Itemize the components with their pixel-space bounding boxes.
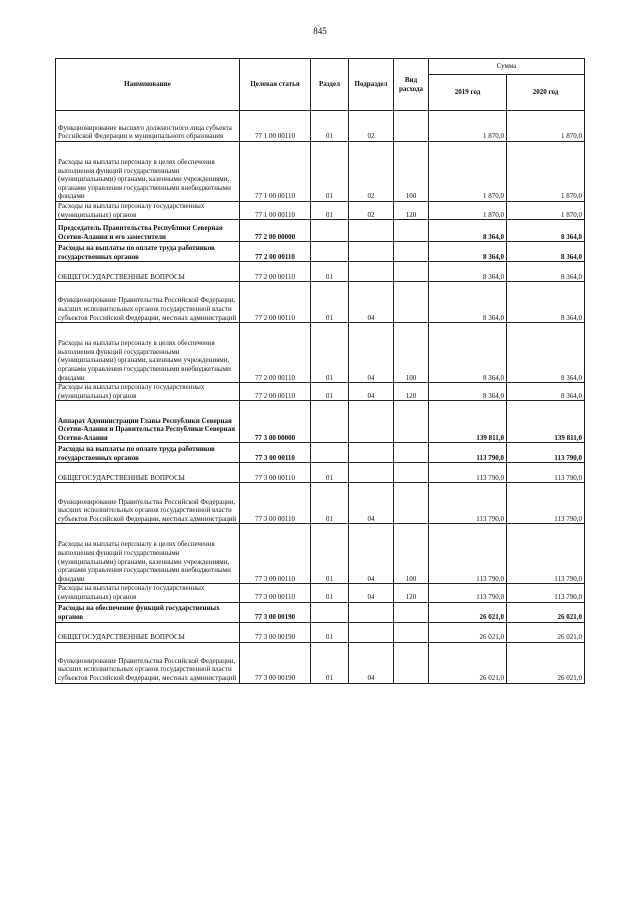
- table-row: [56, 262, 585, 282]
- row-name: Функционирование Правительства Российской Федерации, высших исполнительных органов государственной власти субъектов Российской Федерации, местных администраций: [56, 642, 240, 683]
- row-name: Расходы на выплаты персоналу государственных (муниципальных) органов: [56, 383, 240, 401]
- table-row: [56, 401, 585, 443]
- row-amount-2020: 8 364,0: [507, 220, 585, 242]
- row-article: 77 3 00 00110: [240, 443, 311, 463]
- row-section: 01: [311, 524, 349, 584]
- row-amount-2019: 113 790,0: [429, 483, 507, 524]
- row-amount-2020: 113 790,0: [507, 463, 585, 483]
- row-amount-2020: 8 364,0: [507, 383, 585, 401]
- row-amount-2020: 8 364,0: [507, 262, 585, 282]
- row-name: Расходы на обеспечение функций государственных органов: [56, 602, 240, 622]
- row-name: ОБЩЕГОСУДАРСТВЕННЫЕ ВОПРОСЫ: [56, 463, 240, 483]
- row-subsection: 04: [349, 524, 394, 584]
- row-name: Расходы на выплаты по оплате труда работников государственных органов: [56, 443, 240, 463]
- row-article: 77 3 00 00000: [240, 401, 311, 443]
- row-amount-2019: 113 790,0: [429, 463, 507, 483]
- row-amount-2020: 26 021,0: [507, 602, 585, 622]
- table-row: [56, 323, 585, 383]
- budget-table: [55, 58, 585, 684]
- table-row: [56, 483, 585, 524]
- row-expense-type: [394, 483, 429, 524]
- row-expense-type: 100: [394, 323, 429, 383]
- row-subsection: [349, 443, 394, 463]
- row-subsection: [349, 242, 394, 262]
- row-subsection: 04: [349, 323, 394, 383]
- row-name: Функционирование высшего должностного лица субъекта Российской Федерации и муниципального образования: [56, 111, 240, 142]
- row-amount-2019: 113 790,0: [429, 584, 507, 602]
- row-section: [311, 443, 349, 463]
- row-expense-type: [394, 622, 429, 642]
- row-amount-2019: 8 364,0: [429, 220, 507, 242]
- row-expense-type: [394, 111, 429, 142]
- header-article: Целевая статья: [240, 59, 311, 111]
- table-row: [56, 111, 585, 142]
- row-name: Расходы на выплаты персоналу в целях обеспечения выполнения функций государственными (муниципальными) органами, казенными учреждениями, органами управления государственными внебюджетными фондами: [56, 524, 240, 584]
- row-expense-type: 100: [394, 524, 429, 584]
- row-expense-type: 120: [394, 202, 429, 220]
- row-amount-2020: 113 790,0: [507, 524, 585, 584]
- row-name: Расходы на выплаты персоналу в целях обеспечения выполнения функций государственными (муниципальными) органами, казенными учреждениями, органами управления государственными внебюджетными фондами: [56, 142, 240, 202]
- row-subsection: 04: [349, 483, 394, 524]
- row-amount-2019: 8 364,0: [429, 323, 507, 383]
- row-subsection: 04: [349, 383, 394, 401]
- row-amount-2019: 26 021,0: [429, 602, 507, 622]
- table-row: [56, 220, 585, 242]
- row-subsection: [349, 602, 394, 622]
- row-amount-2019: 113 790,0: [429, 524, 507, 584]
- row-name: Функционирование Правительства Российской Федерации, высших исполнительных органов государственной власти субъектов Российской Федерации, местных администраций: [56, 483, 240, 524]
- table-row: [56, 602, 585, 622]
- row-amount-2020: 113 790,0: [507, 443, 585, 463]
- row-expense-type: [394, 401, 429, 443]
- header-2019: 2019 год: [429, 75, 507, 111]
- row-name: Расходы на выплаты персоналу государственных (муниципальных) органов: [56, 584, 240, 602]
- row-name: Аппарат Администрации Главы Республики Северная Осетия-Алания и Правительства Республики Северная Осетия-Алания: [56, 401, 240, 443]
- header-name: Наименование: [56, 59, 240, 111]
- row-expense-type: 120: [394, 383, 429, 401]
- row-expense-type: [394, 642, 429, 683]
- row-name: Расходы на выплаты по оплате труда работников государственных органов: [56, 242, 240, 262]
- row-amount-2019: 8 364,0: [429, 282, 507, 323]
- header-section: Раздел: [311, 59, 349, 111]
- table-row: [56, 282, 585, 323]
- row-amount-2020: 8 364,0: [507, 323, 585, 383]
- row-section: 01: [311, 463, 349, 483]
- row-amount-2019: 139 811,0: [429, 401, 507, 443]
- row-subsection: [349, 401, 394, 443]
- row-article: 77 2 00 00110: [240, 383, 311, 401]
- row-subsection: 04: [349, 282, 394, 323]
- row-amount-2019: 1 870,0: [429, 202, 507, 220]
- table-row: [56, 584, 585, 602]
- row-section: 01: [311, 622, 349, 642]
- row-amount-2020: 113 790,0: [507, 584, 585, 602]
- row-section: [311, 242, 349, 262]
- table-row: [56, 463, 585, 483]
- row-amount-2019: 26 021,0: [429, 622, 507, 642]
- header-expense-type: Вид расхода: [394, 59, 429, 111]
- row-section: 01: [311, 584, 349, 602]
- row-section: 01: [311, 202, 349, 220]
- row-article: 77 2 00 00000: [240, 220, 311, 242]
- row-section: 01: [311, 282, 349, 323]
- row-section: 01: [311, 142, 349, 202]
- row-subsection: 02: [349, 142, 394, 202]
- header-2020: 2020 год: [507, 75, 585, 111]
- row-name: Расходы на выплаты персоналу в целях обеспечения выполнения функций государственными (муниципальными) органами, казенными учреждениями, органами управления государственными внебюджетными фондами: [56, 323, 240, 383]
- table-row: [56, 142, 585, 202]
- row-expense-type: [394, 443, 429, 463]
- row-section: [311, 602, 349, 622]
- row-amount-2019: 1 870,0: [429, 142, 507, 202]
- row-article: 77 3 00 00110: [240, 584, 311, 602]
- row-amount-2020: 26 021,0: [507, 622, 585, 642]
- row-amount-2020: 8 364,0: [507, 282, 585, 323]
- row-amount-2020: 1 870,0: [507, 111, 585, 142]
- row-article: 77 3 00 00110: [240, 524, 311, 584]
- row-amount-2020: 8 364,0: [507, 242, 585, 262]
- row-name: ОБЩЕГОСУДАРСТВЕННЫЕ ВОПРОСЫ: [56, 262, 240, 282]
- row-article: 77 3 00 00110: [240, 483, 311, 524]
- row-section: 01: [311, 483, 349, 524]
- row-expense-type: [394, 602, 429, 622]
- row-name: Функционирование Правительства Российской Федерации, высших исполнительных органов государственной власти субъектов Российской Федерации, местных администраций: [56, 282, 240, 323]
- row-section: 01: [311, 111, 349, 142]
- row-article: 77 3 00 00110: [240, 463, 311, 483]
- row-section: [311, 401, 349, 443]
- table-row: [56, 443, 585, 463]
- table-body: [56, 111, 585, 684]
- row-expense-type: [394, 220, 429, 242]
- row-expense-type: [394, 262, 429, 282]
- row-section: 01: [311, 383, 349, 401]
- table-row: [56, 242, 585, 262]
- row-article: 77 1 00 00110: [240, 111, 311, 142]
- row-article: 77 2 00 00110: [240, 282, 311, 323]
- row-amount-2020: 1 870,0: [507, 142, 585, 202]
- row-amount-2019: 1 870,0: [429, 111, 507, 142]
- row-expense-type: 100: [394, 142, 429, 202]
- row-subsection: [349, 622, 394, 642]
- table-row: [56, 524, 585, 584]
- row-article: 77 3 00 00190: [240, 642, 311, 683]
- row-section: [311, 220, 349, 242]
- row-subsection: [349, 220, 394, 242]
- row-name: Расходы на выплаты персоналу государственных (муниципальных) органов: [56, 202, 240, 220]
- row-subsection: 04: [349, 642, 394, 683]
- row-amount-2020: 26 021,0: [507, 642, 585, 683]
- row-amount-2019: 26 021,0: [429, 642, 507, 683]
- row-name: Председатель Правительства Республики Северная Осетия-Алания и его заместители: [56, 220, 240, 242]
- table-row: [56, 622, 585, 642]
- row-section: 01: [311, 642, 349, 683]
- row-amount-2020: 139 811,0: [507, 401, 585, 443]
- row-name: ОБЩЕГОСУДАРСТВЕННЫЕ ВОПРОСЫ: [56, 622, 240, 642]
- row-article: 77 3 00 00190: [240, 622, 311, 642]
- header-subsection: Подраздел: [349, 59, 394, 111]
- row-section: 01: [311, 323, 349, 383]
- row-amount-2019: 8 364,0: [429, 383, 507, 401]
- row-article: 77 2 00 00110: [240, 262, 311, 282]
- row-amount-2020: 1 870,0: [507, 202, 585, 220]
- table-row: [56, 642, 585, 683]
- row-expense-type: 120: [394, 584, 429, 602]
- row-article: 77 2 00 00110: [240, 323, 311, 383]
- page-number: 845: [313, 26, 327, 36]
- row-subsection: 02: [349, 111, 394, 142]
- row-expense-type: [394, 242, 429, 262]
- row-subsection: 04: [349, 584, 394, 602]
- row-article: 77 2 00 00110: [240, 242, 311, 262]
- row-amount-2019: 8 364,0: [429, 262, 507, 282]
- row-subsection: 02: [349, 202, 394, 220]
- row-expense-type: [394, 463, 429, 483]
- row-section: 01: [311, 262, 349, 282]
- table-header: [56, 59, 585, 111]
- table-row: [56, 202, 585, 220]
- row-article: 77 1 00 00110: [240, 202, 311, 220]
- table-row: [56, 383, 585, 401]
- row-expense-type: [394, 282, 429, 323]
- row-article: 77 1 00 00110: [240, 142, 311, 202]
- row-article: 77 3 00 00190: [240, 602, 311, 622]
- header-sum: Сумма: [429, 59, 585, 75]
- row-subsection: [349, 463, 394, 483]
- row-amount-2020: 113 790,0: [507, 483, 585, 524]
- row-amount-2019: 8 364,0: [429, 242, 507, 262]
- row-subsection: [349, 262, 394, 282]
- row-amount-2019: 113 790,0: [429, 443, 507, 463]
